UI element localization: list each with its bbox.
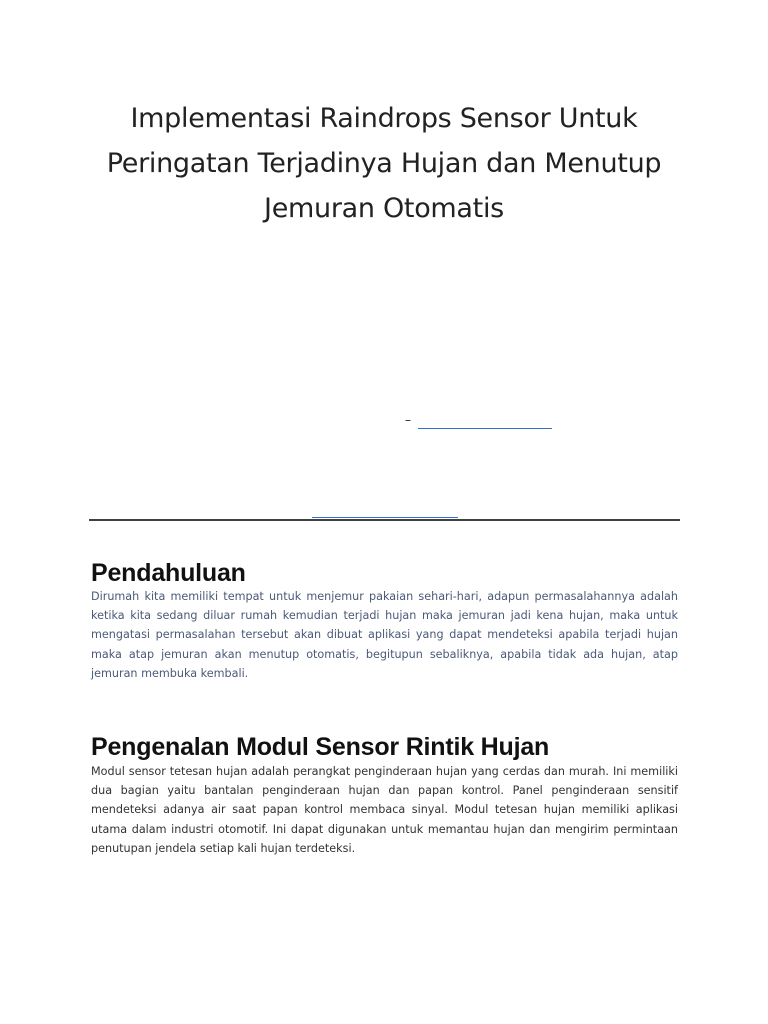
email-link[interactable] — [312, 517, 458, 518]
section-body-intro: Dirumah kita memiliki tempat untuk menjemur pakaian sehari-hari, adapun permasalahannya adalah ketika kita sedang diluar rumah kemudian terjadi hujan maka jemuran jadi kena hujan, maka untuk mengatasi permasalahan tersebut akan dibuat aplikasi yang dapat mendeteksi apabila terjadi hujan maka atap jemuran akan menutup otomatis, begitupun sebaliknya, apabila tidak ada hujan, atap jemuran membuka kembali. — [91, 590, 678, 680]
author-dash: – — [405, 413, 411, 427]
section-heading-module: Pengenalan Modul Sensor Rintik Hujan — [91, 733, 550, 761]
horizontal-rule — [89, 519, 680, 521]
author-link[interactable] — [418, 428, 552, 429]
title-line-2: Peringatan Terjadinya Hujan dan Menutup — [106, 148, 662, 179]
section-body-module: Modul sensor tetesan hujan adalah perangkat penginderaan hujan yang cerdas dan murah. Ini memiliki dua bagian yaitu bantalan penginderaan hujan dan papan kontrol. Panel penginderaan sensitif mendeteksi adanya air saat papan kontrol membaca sinyal. Modul tetesan hujan memiliki aplikasi utama dalam industri otomotif. Ini dapat digunakan untuk memantau hujan dan mengirim permintaan penutupan jendela setiap kali hujan terdeteksi. — [91, 765, 678, 855]
section-heading-intro: Pendahuluan — [91, 559, 246, 587]
title-line-1: Implementasi Raindrops Sensor Untuk — [130, 103, 638, 134]
document-title — [60, 96, 708, 231]
title-line-3: Jemuran Otomatis — [264, 193, 504, 224]
